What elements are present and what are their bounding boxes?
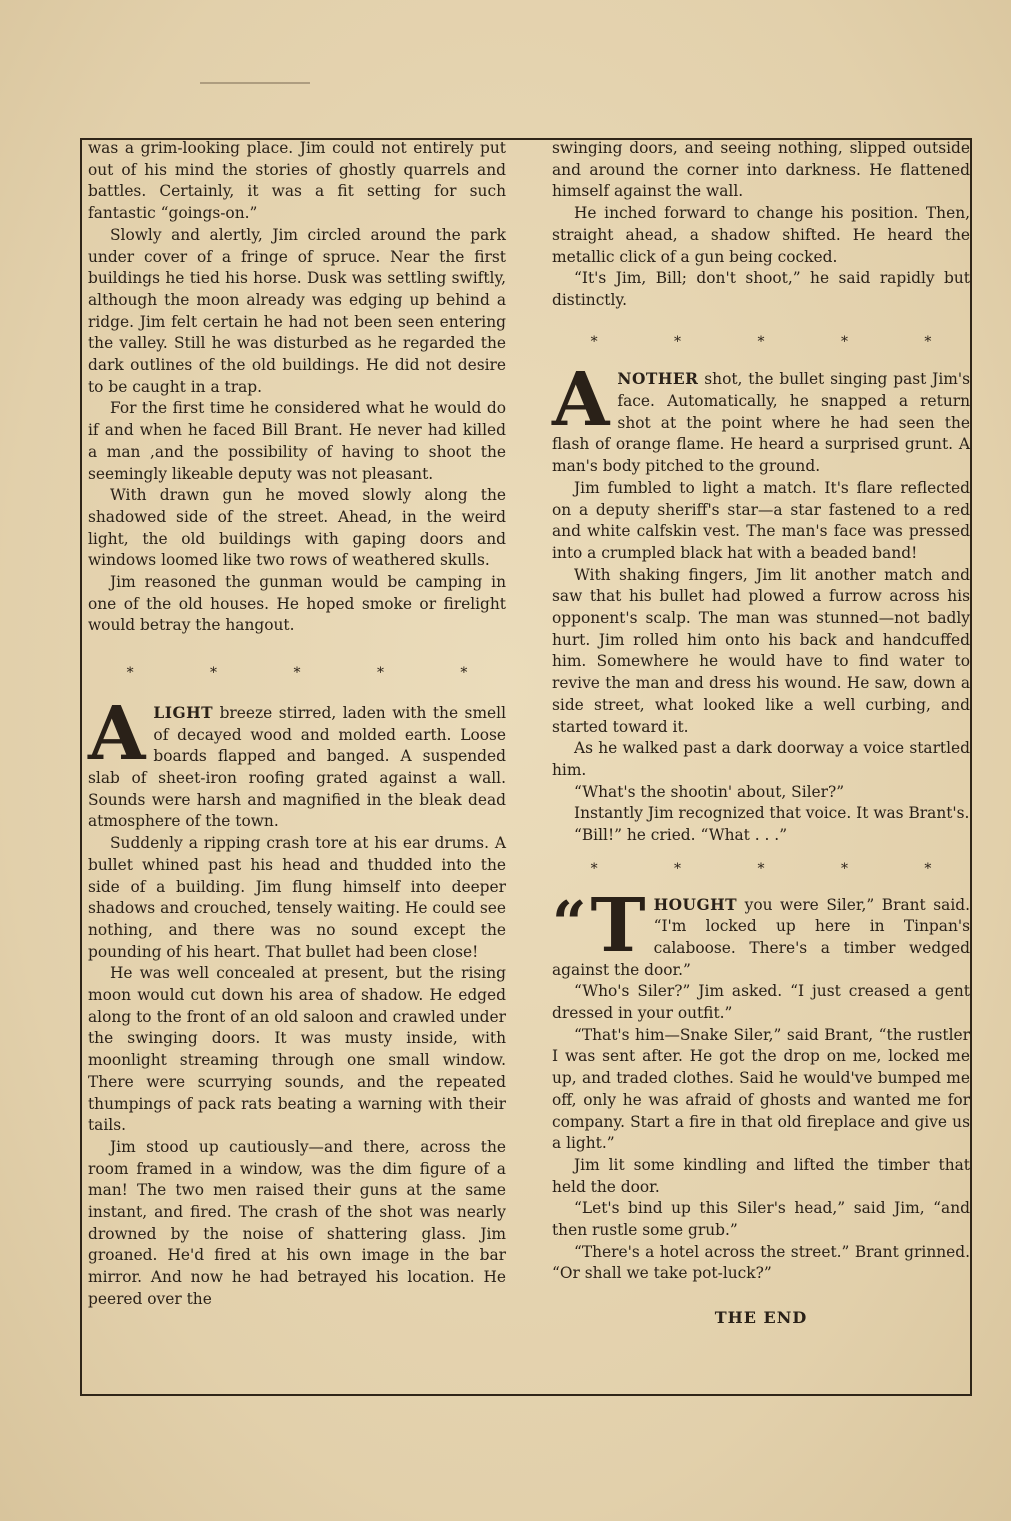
- left-column: [88, 138, 506, 1311]
- paragraph: “Let's bind up this Siler's head,” said Jim, “and then rustle some grub.”: [552, 1199, 970, 1240]
- paragraph: As he walked past a dark doorway a voice startled him.: [552, 739, 970, 779]
- the-end-label: THE END: [714, 1308, 808, 1328]
- section-opening-paragraph: [552, 882, 970, 982]
- paragraph-text: shot, the bullet singing past Jim's face. Automatically, he snapped a return shot at the point where he had seen the flash of orange flame. He heard a surprised grunt. A man's body pitched to the ground.: [552, 370, 970, 476]
- lead-word: LIGHT: [153, 703, 214, 722]
- lead-word: HOUGHT: [653, 895, 738, 914]
- paragraph: He was well concealed at present, but the rising moon would cut down his area of shadow. He edged along to the front of an old saloon and crawled under the swinging doors. It was musty inside, with moonlight streaming through one small window. There were scurrying sounds, and the repeated thumpings of pack rats beating a warning with their tails.: [88, 964, 506, 1135]
- paragraph-text: you were Siler,” Brant said. “I'm locked up here in Tinpan's calaboose. There's a timber wedged against the door.”: [552, 895, 970, 979]
- paragraph: “Bill!” he cried. “What . . .”: [574, 826, 788, 845]
- paragraph: was a grim-looking place. Jim could not entirely put out of his mind the stories of ghostly quarrels and battles. Certainly, it was a fit setting for such fantastic “goings-on.”: [88, 139, 506, 223]
- right-column: [552, 138, 970, 1329]
- paragraph: For the first time he considered what he would do if and when he faced Bill Brant. He never had killed a man ,and the possibility of having to shoot the seemingly likeable deputy was not pleasant.: [88, 399, 506, 483]
- paragraph: “Who's Siler?” Jim asked. “I just creased a gent dressed in your outfit.”: [552, 982, 970, 1023]
- section-opening-paragraph: [88, 690, 506, 833]
- paragraph: Suddenly a ripping crash tore at his ear drums. A bullet whined past his head and thudded into the side of a building. Jim flung himself into deeper shadows and crouched, tensely waiting. He could see nothing, and there was no sound except the pounding of his heart. That bullet had been close!: [88, 834, 506, 961]
- paragraph: Jim stood up cautiously—and there, across the room framed in a window, was the dim figure of a man! The two men raised their guns at the same instant, and fired. The crash of the shot was nearly drowned by the noise of shattering glass. Jim groaned. He'd fired at his own image in the bar mirror. And now he had betrayed his location. He peered over the: [88, 1137, 506, 1308]
- drop-cap: A: [88, 690, 146, 777]
- drop-cap: A: [552, 357, 610, 444]
- paragraph: Jim fumbled to light a match. It's flare reflected on a deputy sheriff's star—a star fastened to a red and white calfskin vest. The man's face was pressed into a crumpled black hat with a beaded band!: [552, 478, 970, 562]
- section-break: * * * * *: [590, 333, 968, 350]
- paragraph-text: breeze stirred, laden with the smell of decayed wood and molded earth. Loose boards flapped and banged. A suspended slab of sheet-iron roofing grated against a wall. Sounds were harsh and magnified in the bleak dead atmosphere of the town.: [88, 703, 506, 831]
- paragraph: Slowly and alertly, Jim circled around the park under cover of a fringe of spruce. Near the first buildings he tied his horse. Dusk was settling swiftly, although the moon already was edging up behind a ridge. Jim felt certain he had not been seen entering the valley. Still he was disturbed as he regarded the dark outlines of the old buildings. He did not desire to be caught in a trap.: [88, 225, 506, 396]
- paragraph: Jim lit some kindling and lifted the timber that held the door.: [552, 1155, 970, 1196]
- paragraph: Instantly Jim recognized that voice. It was Brant's.: [574, 804, 970, 823]
- section-opening-paragraph: [552, 357, 970, 478]
- drop-cap: T: [590, 882, 646, 969]
- paragraph: “What's the shootin' about, Siler?”: [574, 782, 845, 801]
- paragraph: With drawn gun he moved slowly along the shadowed side of the street. Ahead, in the weird light, the old buildings with gaping doors and windows loomed like two rows of weathered skulls.: [88, 486, 506, 570]
- paragraph: Jim reasoned the gunman would be camping in one of the old houses. He hoped smoke or firelight would betray the hangout.: [88, 573, 506, 635]
- paragraph: “There's a hotel across the street.” Brant grinned. “Or shall we take pot-luck?”: [552, 1242, 970, 1283]
- paragraph: swinging doors, and seeing nothing, slipped outside and around the corner into darkness. He flattened himself against the wall.: [552, 139, 970, 201]
- lead-word: NOTHER: [617, 370, 699, 389]
- section-break: * * * * *: [590, 860, 968, 877]
- paragraph: With shaking fingers, Jim lit another match and saw that his bullet had plowed a furrow across his opponent's scalp. The man was stunned—not badly hurt. Jim rolled him onto his back and handcuffed him. Somewhere he would have to find water to revive the man and dress his wound. He saw, down a side street, what looked like a well curbing, and started toward it.: [552, 565, 970, 736]
- section-break: * * * * *: [126, 665, 504, 682]
- top-rule: [200, 82, 310, 84]
- paragraph: “It's Jim, Bill; don't shoot,” he said rapidly but distinctly.: [552, 269, 970, 309]
- paragraph: He inched forward to change his position. Then, straight ahead, a shadow shifted. He heard the metallic click of a gun being cocked.: [552, 204, 970, 266]
- paragraph: “That's him—Snake Siler,” said Brant, “the rustler I was sent after. He got the drop on me, locked me up, and traded clothes. Said he would've bumped me off, only he was afraid of ghosts and wanted me for company. Start a fire in that old fireplace and give us a light.”: [552, 1025, 970, 1153]
- opening-quote: “: [552, 888, 587, 959]
